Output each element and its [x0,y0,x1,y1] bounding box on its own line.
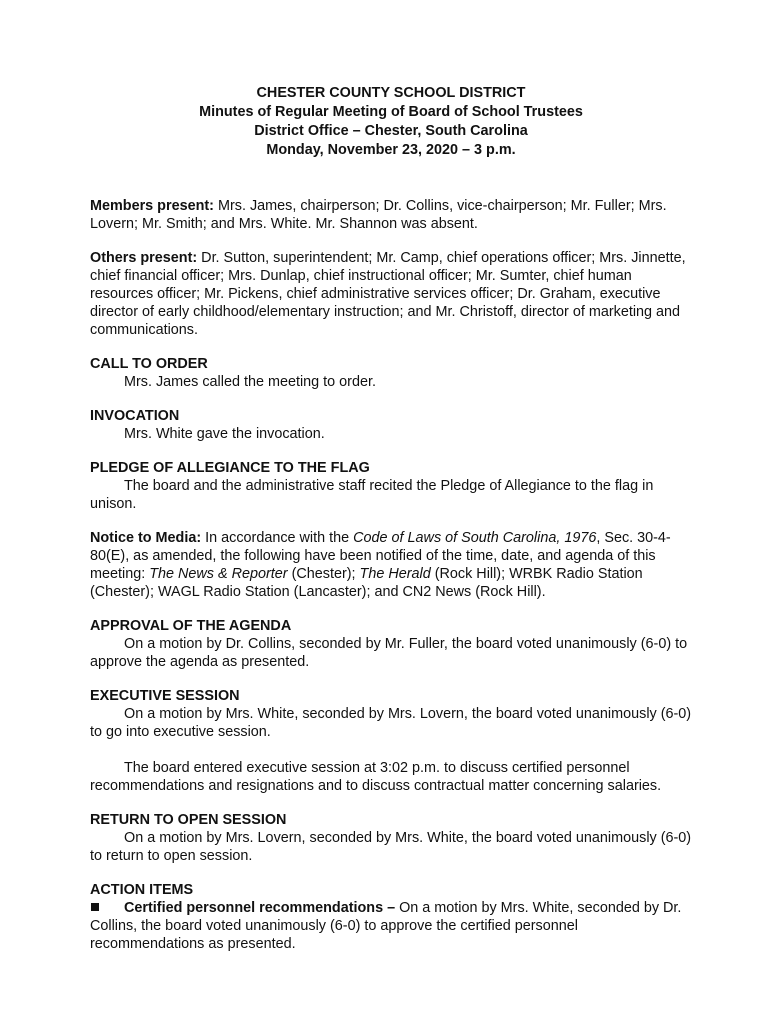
members-present-label: Members present: [90,198,214,214]
pledge-section [90,459,692,513]
members-present [90,197,692,233]
approval-agenda-heading: APPROVAL OF THE AGENDA [90,618,292,634]
pledge-heading: PLEDGE OF ALLEGIANCE TO THE FLAG [90,460,370,476]
district-name: CHESTER COUNTY SCHOOL DISTRICT [256,85,526,101]
invocation-section [90,407,692,443]
others-present-label: Others present: [90,250,198,266]
media-text-2: , Sec. 30-4-80(E), as amended, the following have been notified of the time, date, and agenda of this meeting: [90,530,671,582]
executive-session-motion: On a motion by Mrs. White, seconded by Mrs. Lovern, the board voted unanimously (6-0) to go into executive session. [90,706,692,740]
notice-to-media [90,529,692,601]
media-text-4: (Rock Hill); WRBK Radio Station (Chester); WAGL Radio Station (Lancaster); and CN2 News (Rock Hill). [90,566,643,600]
media-code-of-laws: Code of Laws of South Carolina, 1976 [353,530,597,546]
executive-session-heading: EXECUTIVE SESSION [90,688,240,704]
approval-agenda-text: On a motion by Dr. Collins, seconded by Mr. Fuller, the board voted unanimously (6-0) to approve the agenda as presented. [90,636,688,670]
media-text-3: (Chester); [287,566,360,582]
action-item-label: Certified personnel recommendations – [124,900,396,916]
minutes-body [90,84,692,953]
others-present [90,249,692,339]
return-open-session-section [90,811,692,865]
meeting-title: Minutes of Regular Meeting of Board of School Trustees [199,104,583,120]
call-to-order-text: Mrs. James called the meeting to order. [124,374,376,390]
action-items-section [90,881,692,953]
bullet-square-icon [90,899,124,917]
document-header [90,84,692,160]
media-news-reporter: The News & Reporter [149,566,288,582]
media-text-1: In accordance with the [201,530,354,546]
media-the-herald: The Herald [359,566,431,582]
action-item-text: On a motion by Mrs. White, seconded by Dr. Collins, the board voted unanimously (6-0) to approve the certified personnel recommendations as presented. [90,900,682,952]
action-items-heading: ACTION ITEMS [90,882,194,898]
executive-session-description: The board entered executive session at 3:02 p.m. to discuss certified personnel recommendations and resignations and to discuss contractual matter concerning salaries. [90,760,662,794]
meeting-date: Monday, November 23, 2020 – 3 p.m. [266,142,516,158]
approval-agenda-section [90,617,692,671]
others-present-text: Dr. Sutton, superintendent; Mr. Camp, chief operations officer; Mrs. Jinnette, chief financial officer; Mrs. Dunlap, chief instructional officer; Mr. Sumter, chief human resources officer; Mr. Pickens, chief administrative services officer; Dr. Graham, executive director of early childhood/elementary instruction; and Mr. Christoff, director of marketing and communications. [90,250,686,338]
return-open-session-text: On a motion by Mrs. Lovern, seconded by Mrs. White, the board voted unanimously (6-0) to return to open session. [90,830,692,864]
meeting-location: District Office – Chester, South Carolina [254,123,528,139]
pledge-text: The board and the administrative staff recited the Pledge of Allegiance to the flag in unison. [90,478,654,512]
return-open-session-heading: RETURN TO OPEN SESSION [90,812,287,828]
executive-session-section [90,687,692,795]
invocation-text: Mrs. White gave the invocation. [124,426,325,442]
action-item-certified-personnel [90,899,692,953]
invocation-heading: INVOCATION [90,408,180,424]
call-to-order-heading: CALL TO ORDER [90,356,208,372]
call-to-order-section [90,355,692,391]
members-present-text: Mrs. James, chairperson; Dr. Collins, vice-chairperson; Mr. Fuller; Mrs. Lovern; Mr. Smith; and Mrs. White. Mr. Shannon was absent. [90,198,667,232]
notice-to-media-label: Notice to Media: [90,530,202,546]
